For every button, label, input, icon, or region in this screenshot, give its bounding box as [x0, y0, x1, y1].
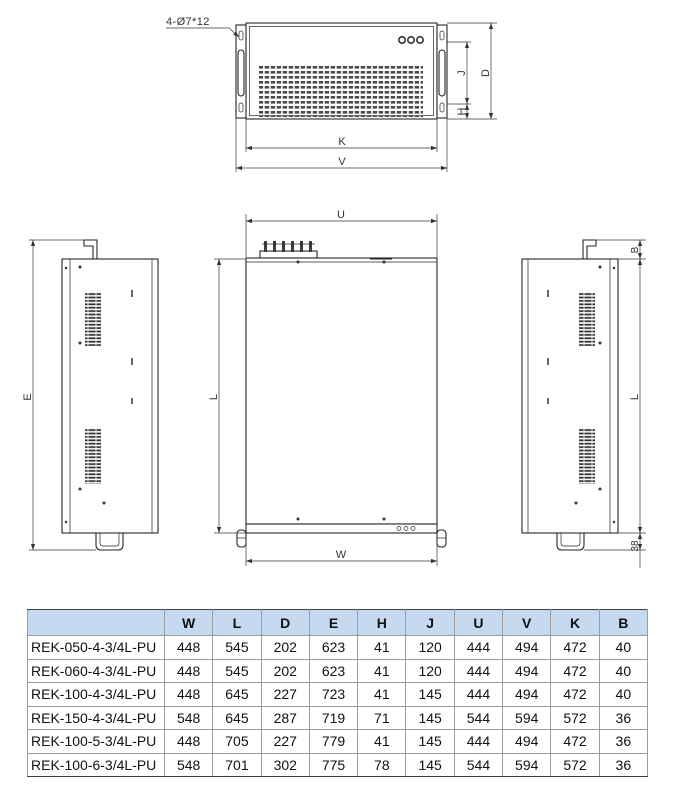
dimension-cell: 594	[503, 706, 551, 730]
dimension-cell: 472	[551, 636, 599, 660]
column-header-l: L	[213, 610, 261, 636]
dimension-cell: 494	[503, 636, 551, 660]
dimension-cell: 36	[599, 706, 647, 730]
dim-label-l-rear: L	[208, 393, 220, 401]
dimension-cell: 41	[358, 636, 406, 660]
terminal	[309, 241, 312, 252]
dimension-cell: 645	[213, 706, 261, 730]
dimension-cell: 444	[454, 683, 502, 707]
terminal	[282, 241, 285, 252]
dim-label-38: 38	[630, 540, 641, 552]
dimension-cell: 705	[213, 730, 261, 754]
dimension-cell: 544	[454, 753, 502, 777]
dimension-cell: 202	[261, 636, 309, 660]
indicator-light	[408, 37, 414, 43]
dimension-cell: 548	[165, 706, 213, 730]
dimension-cell: 40	[599, 636, 647, 660]
table-row	[28, 706, 648, 730]
dim-label-j: J	[456, 70, 468, 76]
dimension-l-side	[618, 259, 646, 533]
dimension-cell: 494	[503, 683, 551, 707]
dimension-cell: 36	[599, 753, 647, 777]
dimension-cell: 444	[454, 659, 502, 683]
indicator-light	[399, 37, 405, 43]
dimension-cell: 723	[309, 683, 357, 707]
dimension-cell: 78	[358, 753, 406, 777]
column-header-h: H	[358, 610, 406, 636]
dimension-cell: 444	[454, 636, 502, 660]
mounting-ear-right	[437, 25, 447, 118]
dimension-cell: 227	[261, 730, 309, 754]
dimension-cell: 719	[309, 706, 357, 730]
indicator-light	[417, 37, 423, 43]
dimension-cell: 572	[551, 706, 599, 730]
dim-label-k: K	[338, 136, 346, 148]
left-side-view	[22, 240, 158, 550]
rear-view	[208, 209, 446, 566]
dimension-cell: 40	[599, 659, 647, 683]
dimension-b	[596, 240, 646, 259]
model-cell: REK-150-4-3/4L-PU	[28, 706, 165, 730]
dim-label-h: H	[456, 107, 468, 116]
indicator-lights	[399, 37, 423, 43]
dimension-cell: 448	[165, 636, 213, 660]
rear-screw	[383, 518, 386, 521]
dimension-j	[447, 42, 471, 104]
dimension-d	[447, 23, 497, 119]
dimension-cell: 444	[454, 730, 502, 754]
dimension-cell: 548	[165, 753, 213, 777]
dimension-cell: 120	[406, 659, 454, 683]
dimension-cell: 494	[503, 659, 551, 683]
dimension-cell: 779	[309, 730, 357, 754]
dimension-k	[246, 119, 437, 152]
dimension-w	[246, 535, 437, 566]
vent-grill	[259, 64, 423, 117]
dimension-cell: 623	[309, 659, 357, 683]
terminal	[300, 241, 303, 252]
dimension-cell: 448	[165, 683, 213, 707]
dimension-cell: 545	[213, 659, 261, 683]
dimension-cell: 302	[261, 753, 309, 777]
foot-left	[237, 530, 246, 547]
dimension-cell: 544	[454, 706, 502, 730]
right-side-view-body	[522, 240, 618, 550]
column-header-d: D	[261, 610, 309, 636]
column-header-j: J	[406, 610, 454, 636]
dimension-cell: 448	[165, 730, 213, 754]
dimension-cell: 71	[358, 706, 406, 730]
hole-callout-label: 4-Ø7*12	[166, 16, 210, 28]
dim-label-d: D	[480, 69, 492, 77]
column-header-w: W	[165, 610, 213, 636]
dim-label-e: E	[22, 393, 34, 401]
corner-cell	[28, 610, 165, 636]
dim-label-l-side: L	[629, 393, 641, 401]
dimension-h	[456, 104, 468, 119]
column-header-b: B	[599, 610, 647, 636]
terminal	[291, 241, 294, 252]
dimension-cell: 645	[213, 683, 261, 707]
model-cell: REK-100-6-3/4L-PU	[28, 753, 165, 777]
dimension-cell: 41	[358, 659, 406, 683]
dimension-cell: 145	[406, 730, 454, 754]
table-header-row	[28, 610, 648, 636]
dimension-cell: 145	[406, 753, 454, 777]
dim-label-b: B	[630, 246, 641, 254]
table-row	[28, 636, 648, 660]
rear-screw	[383, 261, 386, 264]
table-row	[28, 683, 648, 707]
model-cell: REK-050-4-3/4L-PU	[28, 636, 165, 660]
dimension-cell: 40	[599, 683, 647, 707]
rear-screw	[297, 261, 300, 264]
dimension-cell: 145	[406, 683, 454, 707]
dimension-cell: 227	[261, 683, 309, 707]
dimension-cell: 775	[309, 753, 357, 777]
dimension-cell: 202	[261, 659, 309, 683]
model-cell: REK-100-4-3/4L-PU	[28, 683, 165, 707]
dimension-cell: 448	[165, 659, 213, 683]
table-row	[28, 753, 648, 777]
hole-callout	[166, 16, 239, 37]
table-row	[28, 659, 648, 683]
rear-base-strip	[246, 524, 437, 533]
column-header-k: K	[551, 610, 599, 636]
rear-panel	[246, 258, 437, 524]
dimension-cell: 36	[599, 730, 647, 754]
dimension-cell: 472	[551, 659, 599, 683]
dimension-cell: 701	[213, 753, 261, 777]
table-body	[28, 636, 648, 777]
ear-handle-slot	[238, 50, 244, 96]
foot-right	[437, 530, 446, 547]
dimension-cell: 472	[551, 730, 599, 754]
dimension-cell: 545	[213, 636, 261, 660]
dimension-38	[584, 533, 646, 568]
dimension-l-rear	[208, 259, 246, 533]
table-row	[28, 730, 648, 754]
model-cell: REK-100-5-3/4L-PU	[28, 730, 165, 754]
terminal-block	[260, 241, 317, 258]
terminal	[273, 241, 276, 252]
dimension-cell: 41	[358, 683, 406, 707]
column-header-v: V	[503, 610, 551, 636]
dimension-cell: 145	[406, 706, 454, 730]
dim-label-v: V	[338, 156, 346, 168]
dimension-cell: 472	[551, 683, 599, 707]
dimension-cell: 287	[261, 706, 309, 730]
mounting-ear-left	[236, 25, 246, 118]
dim-label-w: W	[335, 549, 347, 561]
dimension-cell: 572	[551, 753, 599, 777]
terminal	[264, 241, 267, 252]
dimension-cell: 120	[406, 636, 454, 660]
rear-screw	[297, 518, 300, 521]
column-header-u: U	[454, 610, 502, 636]
left-side-view-body	[62, 240, 158, 550]
dimension-cell: 494	[503, 730, 551, 754]
dimension-cell: 594	[503, 753, 551, 777]
dimension-table	[27, 609, 648, 777]
dimension-cell: 41	[358, 730, 406, 754]
dim-label-u: U	[337, 209, 345, 221]
ear-handle-slot	[439, 50, 445, 96]
dimension-cell: 623	[309, 636, 357, 660]
right-side-view	[522, 240, 646, 568]
front-view	[166, 16, 497, 172]
model-cell: REK-060-4-3/4L-PU	[28, 659, 165, 683]
column-header-e: E	[309, 610, 357, 636]
